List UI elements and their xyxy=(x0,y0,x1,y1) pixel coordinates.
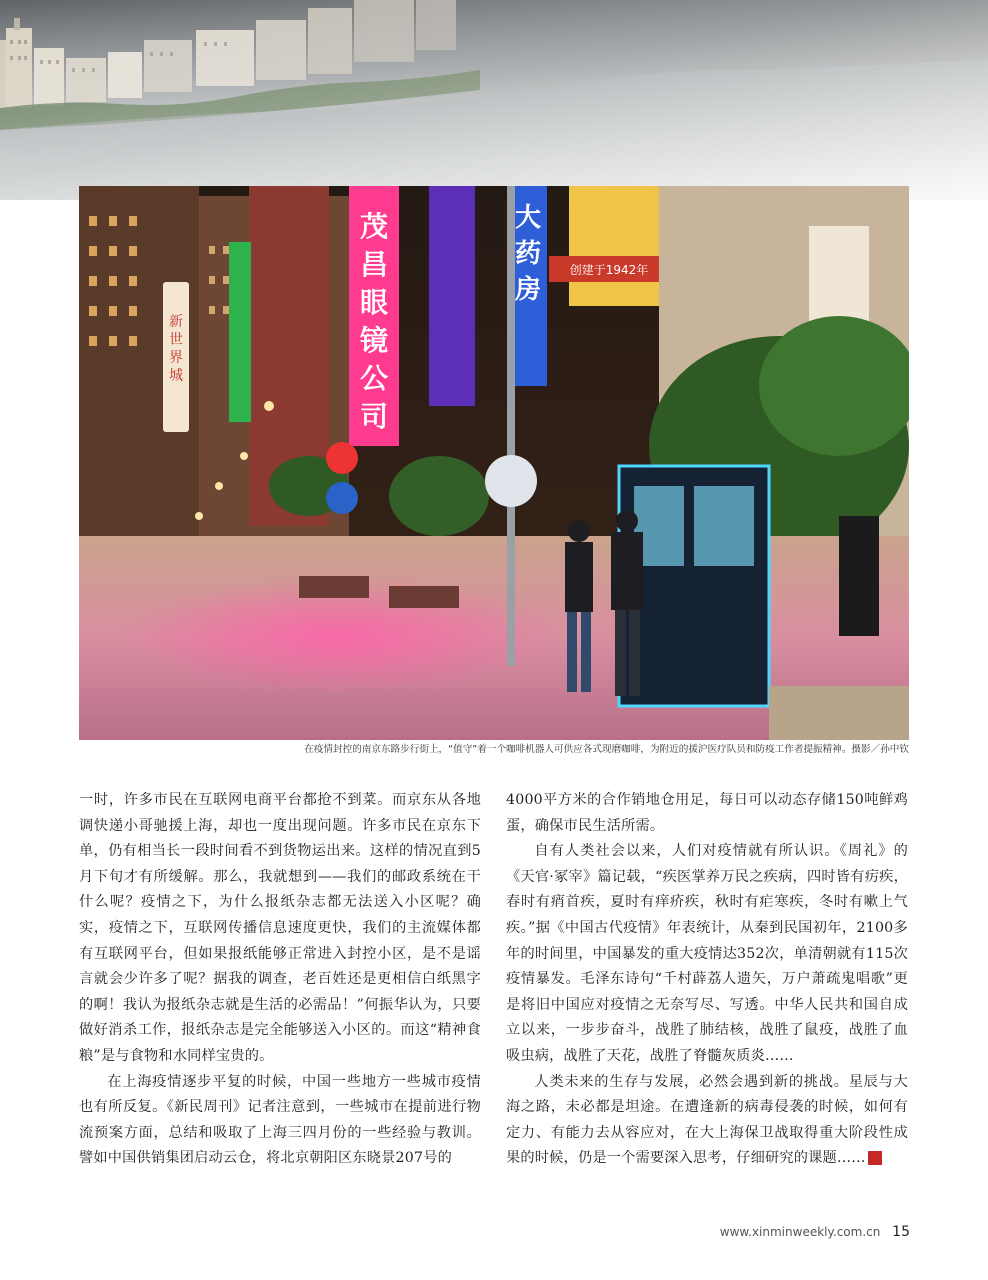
top-banner-image xyxy=(0,0,988,200)
paragraph: 在上海疫情逐步平复的时候，中国一些地方一些城市疫情也有所反复。《新民周刊》记者注意到，一些城市在提前进行物流预案方面，总结和吸取了上海三四月份的一些经验与教训。譬如中国供销集团启动云仓，将北京朝阳区东晓景207号的 xyxy=(79,1073,481,1167)
paragraph-final xyxy=(506,1070,908,1172)
nanjing-road-photo xyxy=(79,186,909,740)
paragraph: 4000平方米的合作销地仓用足，每日可以动态存储150吨鲜鸡蛋，确保市民生活所需。 xyxy=(506,792,908,834)
svg-text:创建于1942年: 创建于1942年 xyxy=(569,263,649,277)
paragraph: 自有人类社会以来，人们对疫情就有所认识。《周礼》的《天官·冢宰》篇记载，“疾医掌养万民之疾病，四时皆有疠疾，春时有痟首疾，夏时有痒疥疾，秋时有疟寒疾，冬时有嗽上气疾。”据《中国古代疫情》年表统计，从秦到民国初年，2100多年的时间里，中国暴发的重大疫情达352次，单清朝就有115次疫情暴发。毛泽东诗句“千村薜荔人遗矢，万户萧疏鬼唱歌”更是将旧中国应对疫情之无奈写尽、写透。中华人民共和国自成立以来，一步步奋斗，战胜了肺结核，战胜了鼠疫，战胜了血吸虫病，战胜了天花，战胜了脊髓灰质炎…… xyxy=(506,843,908,1064)
page-footer xyxy=(720,1224,910,1240)
footer-url: www.xinminweekly.com.cn xyxy=(719,1225,881,1239)
paragraph-text: 人类未来的生存与发展，必然会遇到新的挑战。星辰与大海之路，未必都是坦途。在遭逢新的病毒侵袭的时候，如何有定力、有能力去从容应对，在大上海保卫战取得重大阶段性成果的时候，仍是一个需要深入思考，仔细研究的课题…… xyxy=(506,1073,908,1167)
article-left-column xyxy=(79,788,481,1172)
svg-text:茂昌眼镜公司: 茂昌眼镜公司 xyxy=(359,210,389,433)
sign-world-city: 新世界城 xyxy=(169,314,183,384)
paragraph: 一时，许多市民在互联网电商平台都抢不到菜。而京东从各地调快递小哥驰援上海，却也一度出现问题。许多市民在京东下单，仍有相当长一段时间看不到货物运出来。这样的情况直到5月下旬才有所缓解。那么，我就想到——我们的邮政系统在干什么呢？疫情之下，为什么报纸杂志都无法送入小区呢？确实，疫情之下，互联网传播信息速度更快，我们的主流媒体都有互联网平台，但如果报纸能够正常进入封控小区，是不是谣言就会少许多了呢？据我的调查，老百姓还是更相信白纸黑字的啊！我认为报纸杂志就是生活的必需品！”何振华认为，只要做好消杀工作，报纸杂志是完全能够送入小区的。而这“精神食粮”是与食物和水同样宝贵的。 xyxy=(79,792,481,1064)
photo-caption: 在疫情封控的南京东路步行街上，“值守”着一个咖啡机器人可供应各式现磨咖啡，为附近的援沪医疗队员和防疫工作者提振精神。摄影／孙中钦 xyxy=(304,744,909,755)
end-mark-icon: 民 xyxy=(868,1151,882,1165)
skyline-illustration xyxy=(0,0,988,200)
svg-text:大药房: 大药房 xyxy=(514,203,542,305)
article-right-column xyxy=(506,788,908,1172)
page-number: 15 xyxy=(892,1224,910,1240)
